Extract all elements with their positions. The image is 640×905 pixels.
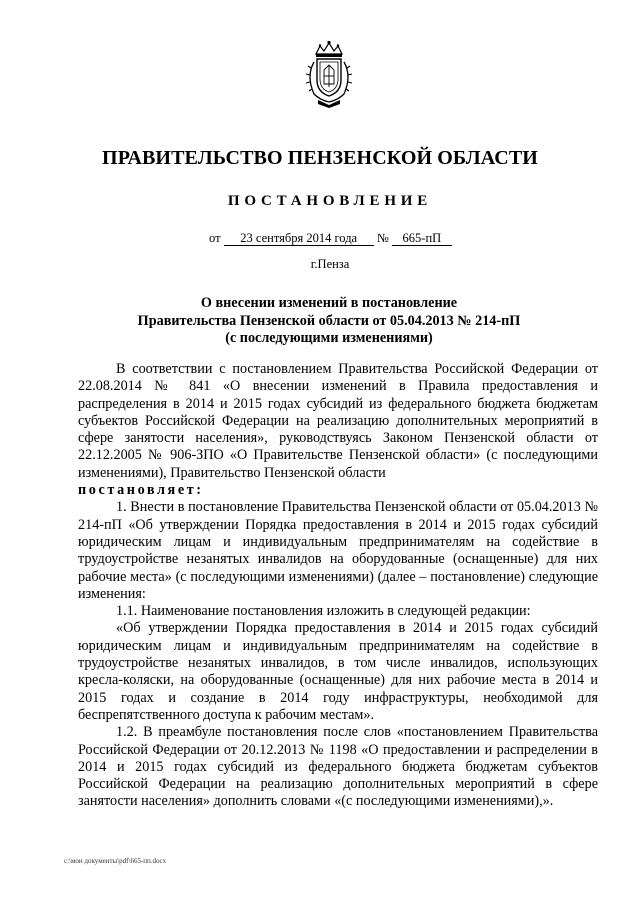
document-date: 23 сентября 2014 года	[224, 232, 374, 246]
preamble-paragraph: В соответствии с постановлением Правительства Российской Федерации от 22.08.2014 № 841 «О внесении изменений в Правила предоставления и распределения в 2014 и 2015 годах субсидий из федерального бюджета бюджетам субъектов Российской Федерации на реализацию дополнительных мероприятий в сфере занятости населения», руководствуясь Законом Пензенской области от 22.12.2005 № 906-ЗПО «О Правительстве Пензенской области» (с последующими изменениями), Правительство Пензенской области	[78, 361, 598, 481]
item-1-paragraph: 1. Внести в постановление Правительства Пензенской области от 05.04.2013 № 214-пП «Об утверждении Порядка предоставления в 2014 и 2015 годах субсидий юридическим лицам и индивидуальным предпринимателям на содействие в трудоустройстве незанятых инвалидов на оборудованные (оснащенные) для них рабочие места» (с последующими изменениями) (далее – постановление) следующие изменения:	[78, 499, 598, 602]
item-1-2-paragraph: 1.2. В преамбуле постановления после слов «постановлением Правительства Российской Федерации от 20.12.2013 № 1198 «О предоставлении и распределении в 2014 и 2015 годах субсидий из федерального бюджета бюджетам субъектов Российской Федерации на реализацию дополнительных мероприятий в сфере занятости населения» дополнить словами «(с последующими изменениями),».	[78, 724, 598, 810]
document-type: ПОСТАНОВЛЕНИЕ	[227, 193, 433, 209]
city: г.Пенза	[310, 257, 350, 271]
item-1-1-quote-paragraph: «Об утверждении Порядка предоставления в 2014 и 2015 годах субсидий юридическим лицам и индивидуальным предпринимателям на содействие в трудоустройстве незанятых инвалидов, в том числе инвалидов, использующих кресла-коляски, на оборудованные (оснащенные) для них рабочие места в 2014 и 2015 годах и создание в 2014 году инфраструктуры, необходимой для беспрепятственного доступа к рабочим местам».	[78, 620, 598, 723]
date-number-line	[209, 231, 452, 246]
document-subject	[0, 295, 640, 348]
document-body	[78, 361, 598, 811]
number-prefix: №	[376, 231, 389, 245]
organization-title: ПРАВИТЕЛЬСТВО ПЕНЗЕНСКОЙ ОБЛАСТИ	[102, 147, 538, 169]
document-number: 665-пП	[392, 232, 452, 246]
subject-line: (с последующими изменениями)	[225, 330, 433, 346]
subject-line: О внесении изменений в постановление	[200, 295, 458, 311]
file-path-footer: c:\мои документы\pdf\665-пп.docx	[64, 857, 167, 865]
penza-coat-of-arms-icon	[300, 40, 358, 108]
subject-line: Правительства Пензенской области от 05.04.2013 № 214-пП	[137, 312, 521, 329]
item-1-1-paragraph: 1.1. Наименование постановления изложить в следующей редакции:	[116, 603, 531, 620]
date-prefix: от	[209, 231, 221, 245]
decree-word-paragraph	[78, 482, 598, 499]
decree-word: постановляет:	[78, 482, 204, 499]
